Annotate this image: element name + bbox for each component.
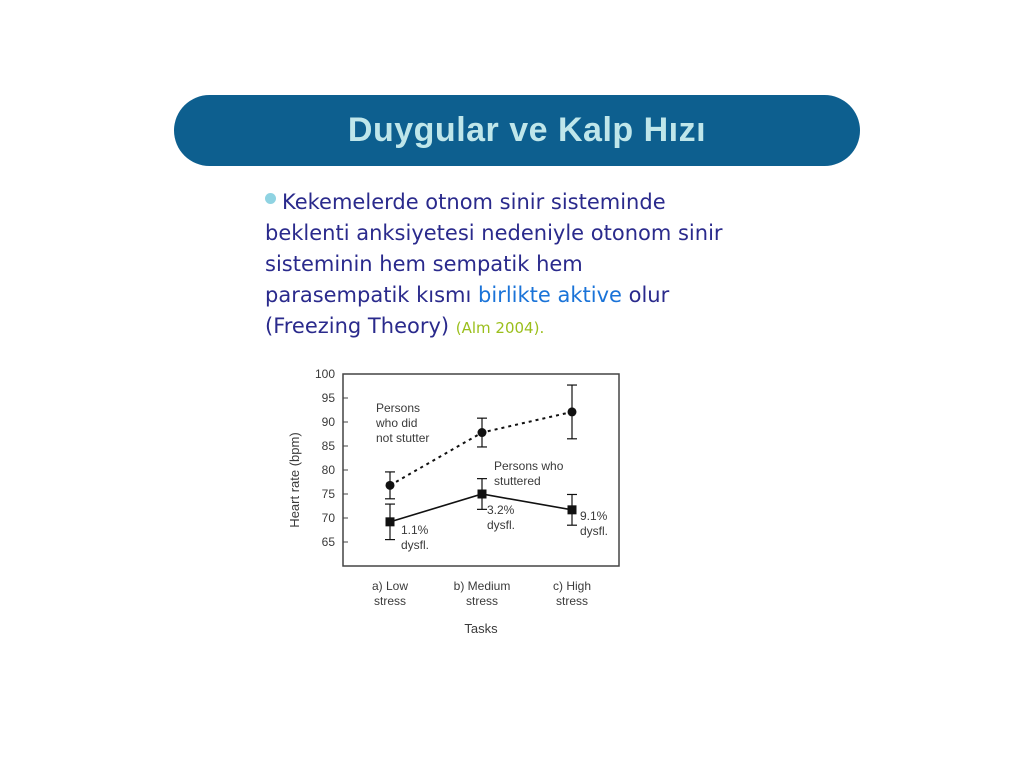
title-bar xyxy=(174,95,860,166)
data-point xyxy=(386,517,395,526)
slide-title: Duygular ve Kalp Hızı xyxy=(347,111,707,149)
dysfluency-annotation: 3.2% xyxy=(487,503,515,517)
y-tick-label: 100 xyxy=(314,367,335,381)
series-label: who did xyxy=(376,416,418,430)
x-category-label: a) Low xyxy=(371,579,409,593)
x-category-label: c) High xyxy=(552,579,592,593)
dysfluency-annotation: dysfl. xyxy=(580,524,609,538)
y-tick-label: 90 xyxy=(321,415,335,429)
y-tick-label: 80 xyxy=(321,463,335,477)
heart-rate-chart xyxy=(280,362,640,647)
bullet-highlight: birlikte aktive xyxy=(478,283,622,307)
y-axis-title: Heart rate (bpm) xyxy=(287,432,302,528)
x-category-label: stress xyxy=(555,594,589,608)
series-label: Persons who xyxy=(494,459,564,473)
y-tick-label: 75 xyxy=(321,487,335,501)
series-label: not stutter xyxy=(376,431,430,445)
y-tick-label: 85 xyxy=(321,439,335,453)
bullet-icon xyxy=(265,193,276,204)
x-category-label: b) Medium xyxy=(453,579,511,593)
bullet-paragraph xyxy=(265,187,725,344)
data-point xyxy=(568,505,577,514)
data-point xyxy=(478,490,487,499)
y-tick-label: 70 xyxy=(321,511,335,525)
dysfluency-annotation: 9.1% xyxy=(580,509,608,523)
y-tick-label: 95 xyxy=(321,391,335,405)
data-point xyxy=(478,428,487,437)
dysfluency-annotation: dysfl. xyxy=(487,518,516,532)
bullet-text-part1: Kekemelerde otnom sinir sisteminde beklenti anksiyetesi nedeniyle otonom sinir sisteminin hem sempatik hem parasempatik kısmı xyxy=(265,190,723,307)
dysfluency-annotation: 1.1% xyxy=(401,523,429,537)
bullet-text-part2: olur (Freezing Theory) xyxy=(265,283,670,338)
y-tick-label: 65 xyxy=(321,535,335,549)
x-category-label: stress xyxy=(373,594,407,608)
series-label: Persons xyxy=(376,401,421,415)
dysfluency-annotation: dysfl. xyxy=(401,538,430,552)
x-category-label: stress xyxy=(465,594,499,608)
data-point xyxy=(386,481,395,490)
chart-svg xyxy=(280,362,640,647)
data-point xyxy=(568,407,577,416)
bullet-citation: (Alm 2004). xyxy=(455,319,545,337)
x-axis-title: Tasks xyxy=(464,621,498,636)
series-label: stuttered xyxy=(494,474,541,488)
